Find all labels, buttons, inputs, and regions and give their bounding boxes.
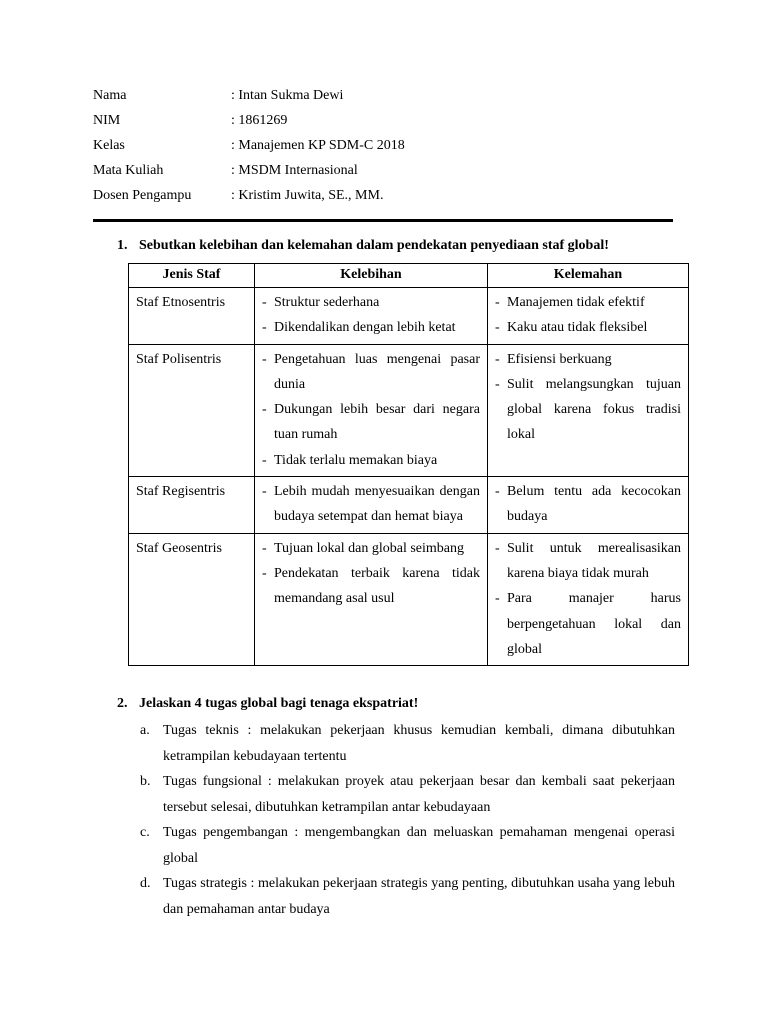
kelebihan-cell — [255, 533, 488, 665]
info-value: : Intan Sukma Dewi — [231, 88, 344, 103]
tugas-list — [140, 718, 675, 922]
table-header-row — [129, 264, 689, 288]
list-item: - Pendekatan terbaik karena tidak memandang asal usul — [262, 565, 480, 607]
column-header: Kelebihan — [255, 264, 488, 288]
info-value: : MSDM Internasional — [231, 163, 358, 178]
column-header: Jenis Staf — [129, 264, 255, 288]
kelebihan-cell — [255, 477, 488, 534]
list-item: - Para manajer harus berpengetahuan lokal dan global — [495, 591, 681, 657]
table-row — [129, 344, 689, 476]
kelemahan-cell — [488, 477, 689, 534]
kelemahan-cell — [488, 344, 689, 476]
info-row-mata-kuliah — [93, 161, 405, 186]
item-letter: c. — [140, 825, 150, 840]
student-info — [93, 86, 405, 211]
info-row-dosen — [93, 186, 405, 211]
question-text: Jelaskan 4 tugas global bagi tenaga ekspatriat! — [139, 696, 419, 711]
question-1 — [117, 236, 609, 256]
kelemahan-cell — [488, 533, 689, 665]
jenis-cell: Staf Regisentris — [129, 477, 255, 534]
kelebihan-cell — [255, 344, 488, 476]
question-number: 2. — [117, 696, 128, 711]
info-row-kelas — [93, 136, 405, 161]
header-divider — [93, 219, 673, 222]
list-item: - Lebih mudah menyesuaikan dengan budaya setempat dan hemat biaya — [262, 484, 480, 525]
list-item: - Kaku atau tidak fleksibel — [495, 320, 648, 336]
table-row — [129, 533, 689, 665]
list-item: - Struktur sederhana — [262, 295, 380, 310]
info-row-nim — [93, 111, 405, 136]
item-letter: a. — [140, 723, 150, 738]
info-value: : Manajemen KP SDM-C 2018 — [231, 138, 405, 153]
table-row — [129, 477, 689, 534]
info-label: Nama — [93, 88, 127, 103]
question-text: Sebutkan kelebihan dan kelemahan dalam pendekatan penyediaan staf global! — [139, 238, 609, 253]
info-label: Dosen Pengampu — [93, 188, 192, 203]
info-value: : Kristim Juwita, SE., MM. — [231, 188, 384, 203]
info-row-nama — [93, 86, 405, 111]
list-item: - Efisiensi berkuang — [495, 351, 612, 367]
list-item — [140, 871, 675, 922]
list-item: - Tujuan lokal dan global seimbang — [262, 540, 465, 556]
list-item — [140, 769, 675, 820]
column-header: Kelemahan — [488, 264, 689, 288]
kelebihan-cell — [255, 288, 488, 345]
list-item — [140, 718, 675, 769]
item-text: Tugas strategis : melakukan pekerjaan strategis yang penting, dibutuhkan usaha yang lebuh dan pemahaman antar budaya — [163, 876, 675, 917]
list-item — [140, 820, 675, 871]
question-2 — [117, 694, 418, 714]
item-letter: b. — [140, 774, 151, 789]
list-item: - Belum tentu ada kecocokan budaya — [495, 484, 681, 525]
list-item: - Dukungan lebih besar dari negara tuan rumah — [262, 402, 480, 443]
jenis-cell: Staf Geosentris — [129, 533, 255, 665]
item-text: Tugas fungsional : melakukan proyek atau pekerjaan besar dan kembali saat pekerjaan tersebut selesai, dibutuhkan ketrampilan antar kebudayaan — [163, 774, 675, 815]
list-item: - Pengetahuan luas mengenai pasar dunia — [262, 351, 480, 392]
info-label: NIM — [93, 113, 121, 128]
list-item: - Sulit untuk merealisasikan karena biaya tidak murah — [495, 540, 681, 581]
item-text: Tugas teknis : melakukan pekerjaan khusus kemudian kembali, dimana dibutuhkan ketrampilan kebudayaan tertentu — [163, 723, 675, 764]
info-label: Kelas — [93, 138, 125, 153]
jenis-cell: Staf Etnosentris — [129, 288, 255, 345]
item-letter: d. — [140, 876, 151, 891]
list-item: - Manajemen tidak efektif — [495, 295, 645, 310]
item-text: Tugas pengembangan : mengembangkan dan meluaskan pemahaman mengenai operasi global — [163, 825, 675, 866]
staf-table — [128, 263, 689, 666]
kelemahan-cell — [488, 288, 689, 345]
info-label: Mata Kuliah — [93, 163, 164, 178]
table-row — [129, 288, 689, 345]
list-item: - Tidak terlalu memakan biaya — [262, 452, 438, 468]
jenis-cell: Staf Polisentris — [129, 344, 255, 476]
question-number: 1. — [117, 238, 128, 253]
info-value: : 1861269 — [231, 113, 288, 128]
list-item: - Dikendalikan dengan lebih ketat — [262, 320, 456, 336]
list-item: - Sulit melangsungkan tujuan global karena fokus tradisi lokal — [495, 376, 681, 443]
